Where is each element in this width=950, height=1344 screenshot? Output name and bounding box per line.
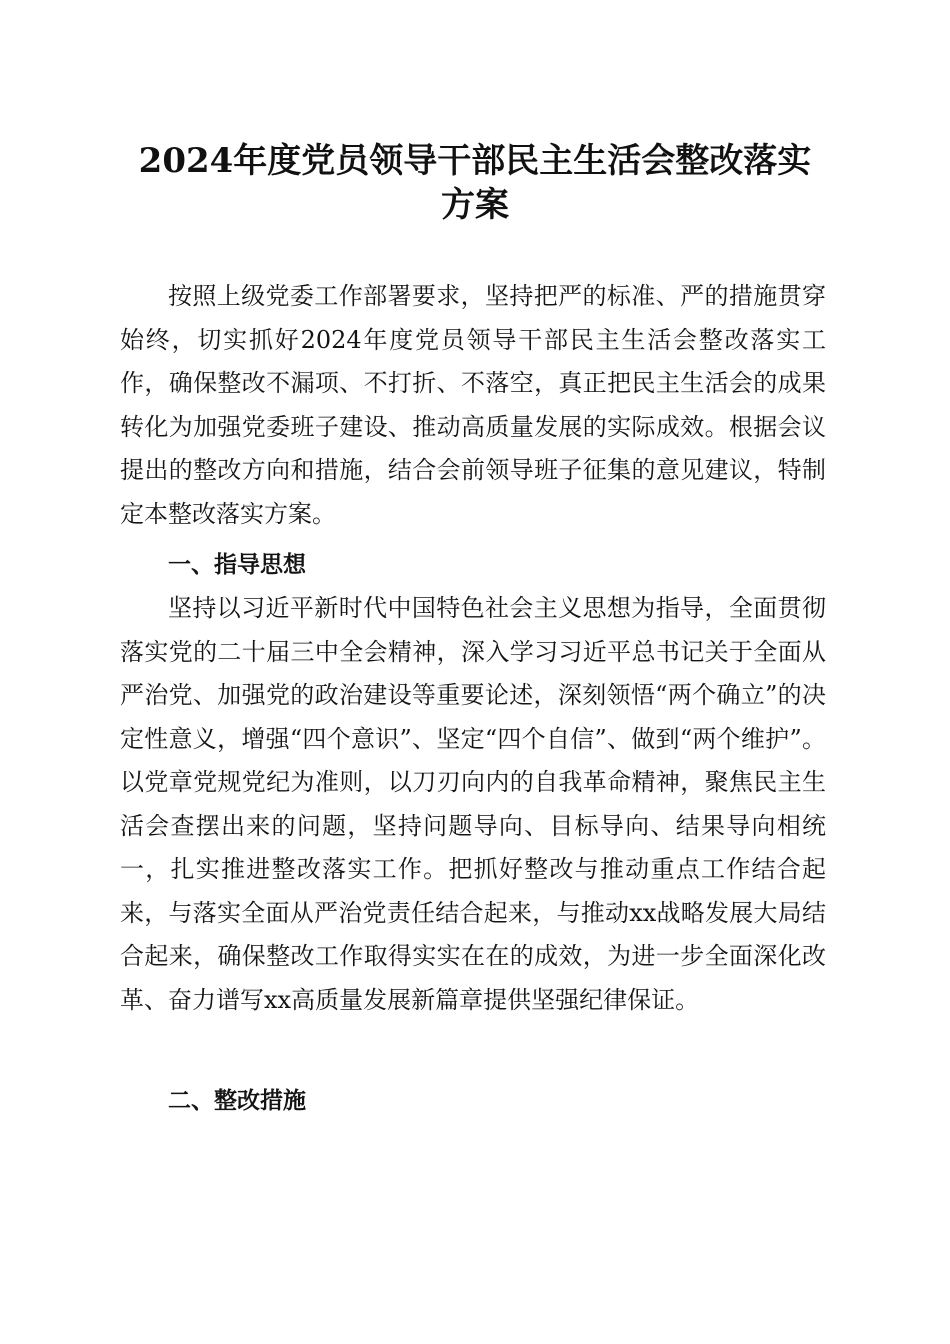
guiding-ideology-paragraph: 坚持以习近平新时代中国特色社会主义思想为指导，全面贯彻落实党的二十届三中全会精神，深入学习习近平总书记关于全面从严治党、加强党的政治建设等重要论述，深刻领悟“两个确立”的决定性意义，增强“四个意识”、坚定“四个自信”、做到“两个维护”。以党章党规党纪为准则，以刀刃向内的自我革命精神，聚焦民主生活会查摆出来的问题，坚持问题导向、目标导向、结果导向相统一，扎实推进整改落实工作。把抓好整改与推动重点工作结合起来，与落实全面从严治党责任结合起来，与推动xx战略发展大局结合起来，确保整改工作取得实实在在的成效，为进一步全面深化改革、奋力谱写xx高质量发展新篇章提供坚强纪律保证。 <box>120 594 826 1014</box>
section-heading-rectification-measures: 二、整改措施 <box>168 1088 306 1114</box>
intro-paragraph: 按照上级党委工作部署要求，坚持把严的标准、严的措施贯穿始终，切实抓好2024年度党员领导干部民主生活会整改落实工作，确保整改不漏项、不打折、不落空，真正把民主生活会的成果转化为加强党委班子建设、推动高质量发展的实际成效。根据会议提出的整改方向和措施，结合会前领导班子征集的意见建议，特制定本整改落实方案。 <box>120 282 826 528</box>
section-heading-guiding-ideology: 一、指导思想 <box>168 552 306 578</box>
document-title-line2: 方案 <box>441 185 509 225</box>
document-title-line1: 2024年度党员领导干部民主生活会整改落实 <box>138 141 812 181</box>
